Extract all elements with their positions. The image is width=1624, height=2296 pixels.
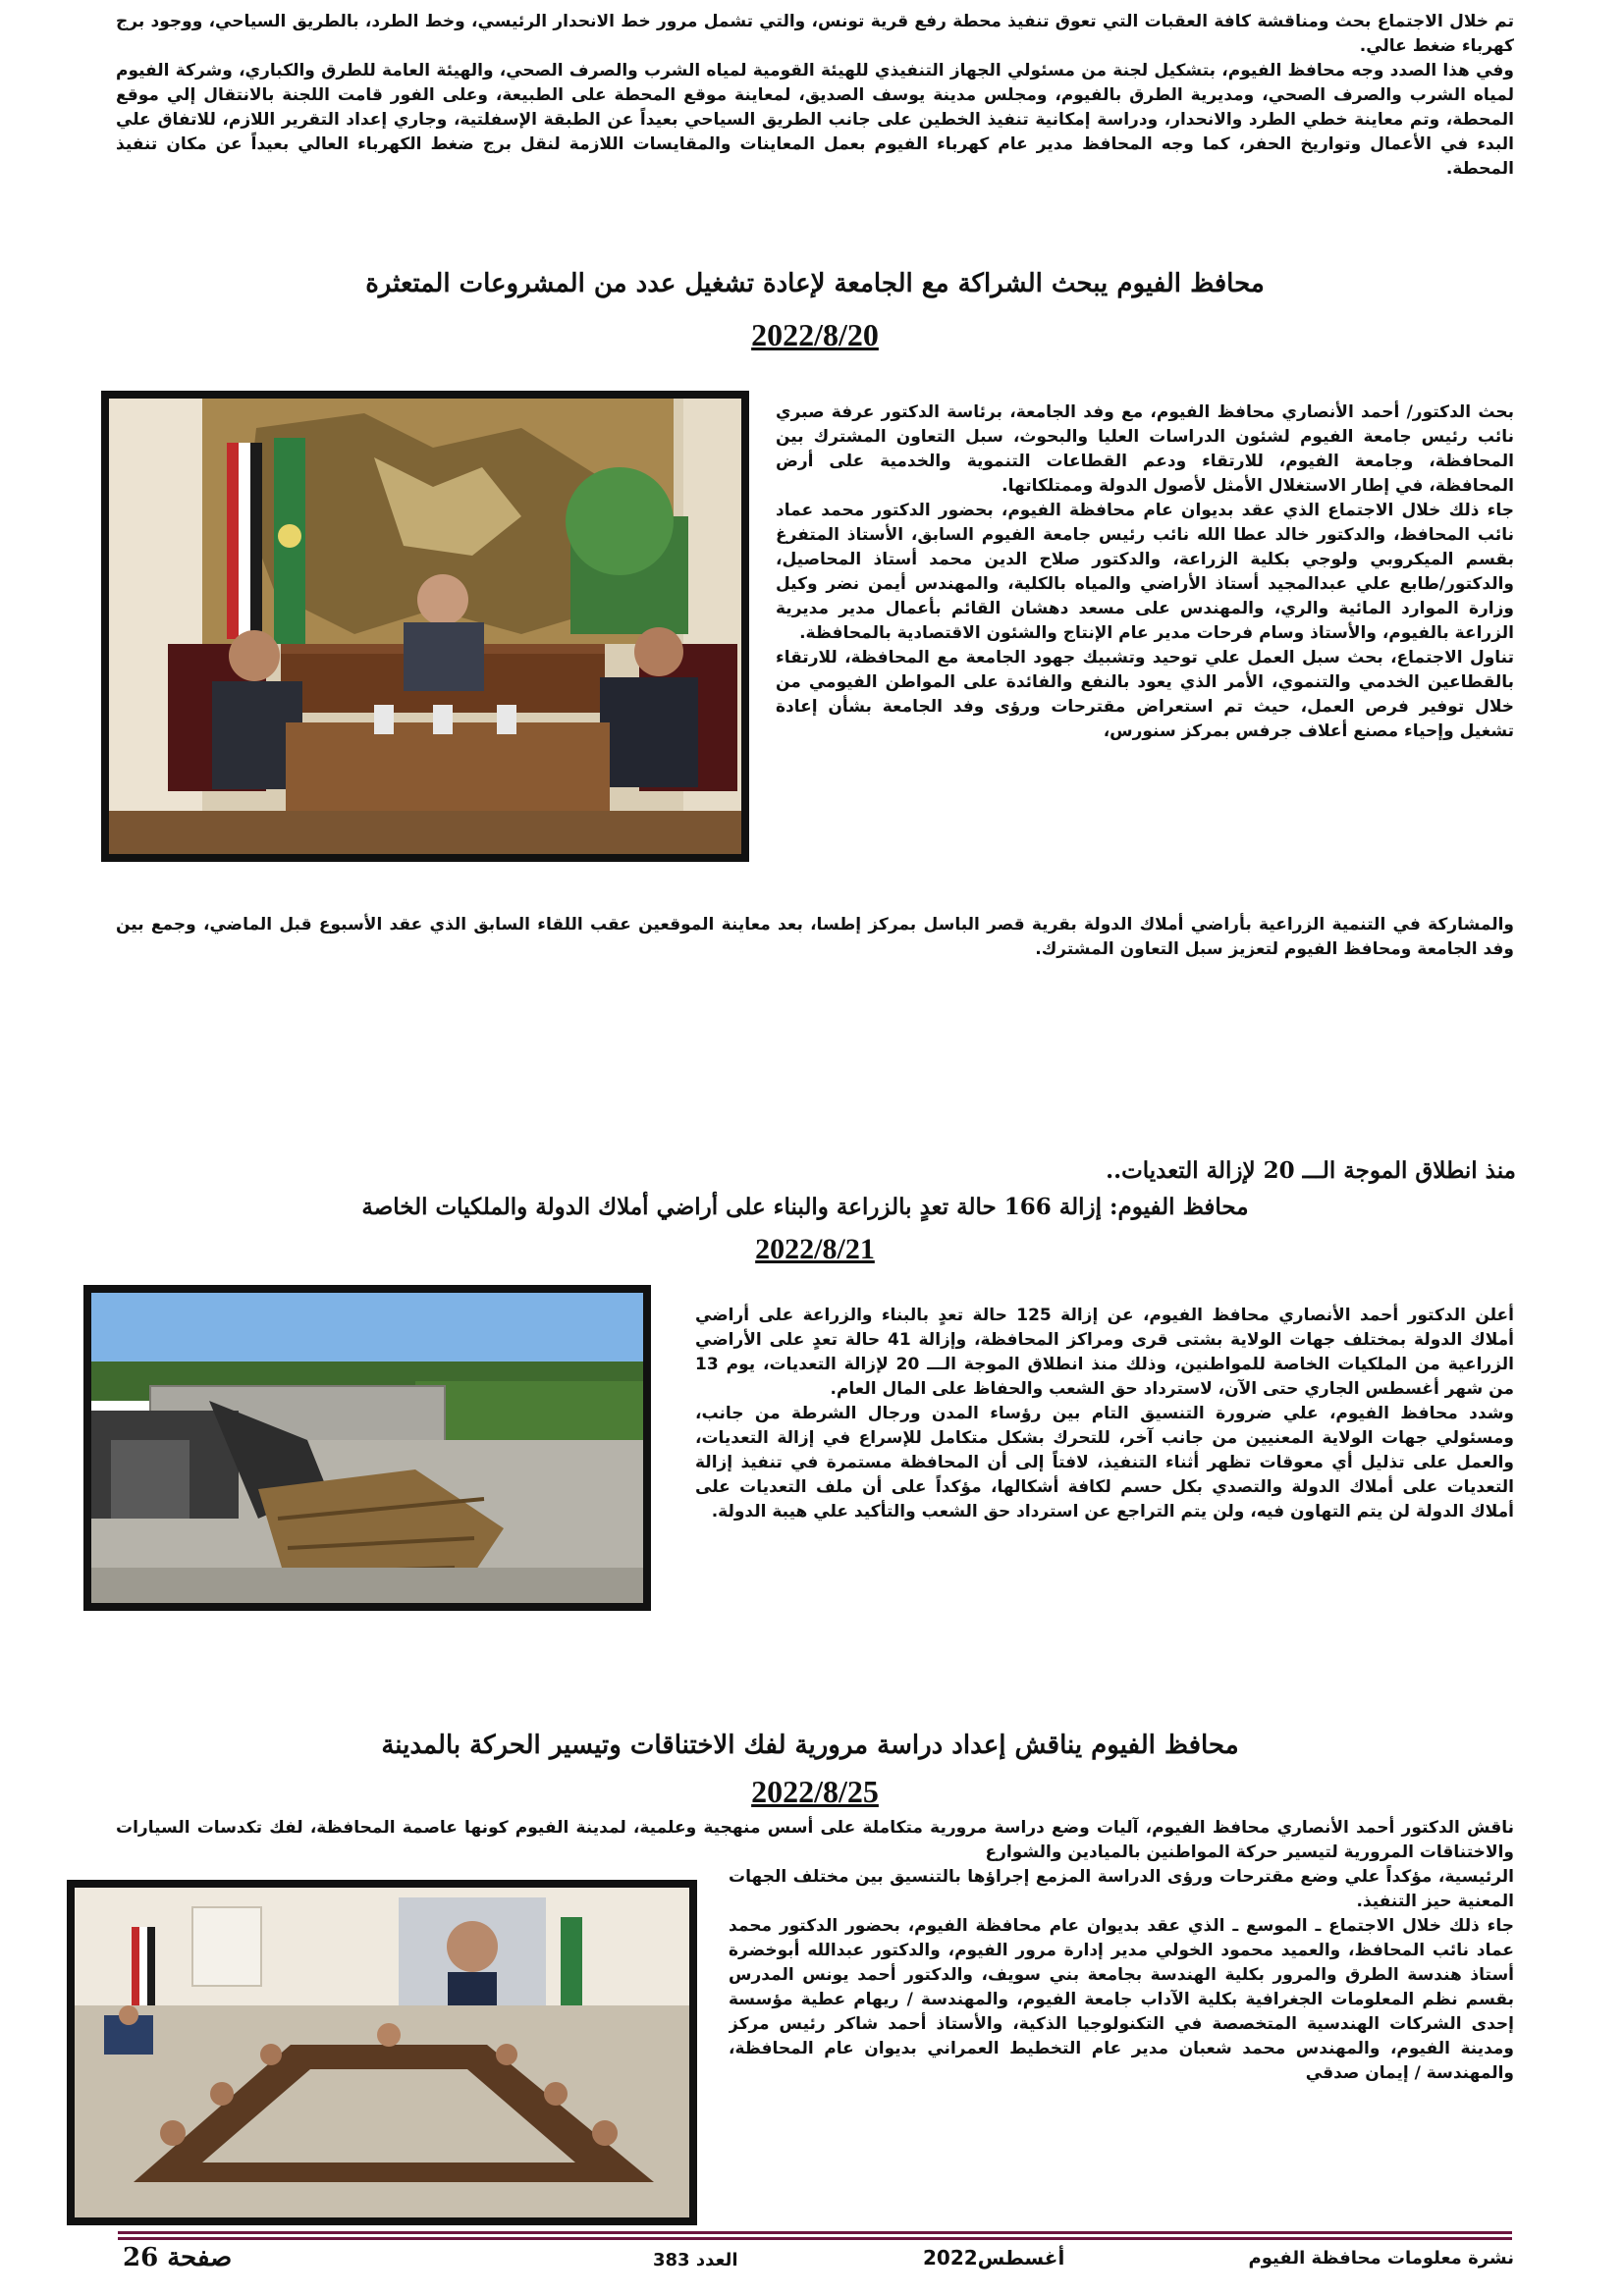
article1-continuation [116, 913, 1514, 964]
meeting-photo-1 [101, 391, 749, 862]
paragraph: وفي هذا الصدد وجه محافظ الفيوم، بتشكيل لجنة من مسئولي الجهاز التنفيذي للهيئة القومية لمياه الشرب والصرف الصحي، والهيئة العامة للطرق والكباري، وشركة الفيوم لمياه الشرب والصرف الصحي، ومديرية الطرق بالفيوم، ومجلس مدينة يوسف الصديق، لمعاينة موقع المحطة على الطبيعة، وعلى الفور قامت اللجنة بالانتقال إلي موقع المحطة، وتم معاينة خطي الطرد والانحدار، ودراسة إمكانية تنفيذ الخطين على جانب الطريق السياحي بعيداً عن الطبقة الإسفلتية، وجاري إعداد التقرير اللازم، للاتفاق علي البدء في الأعمال وتواريخ الحفر، كما وجه المحافظ مدير عام كهرباء الفيوم بعمل المعاينات والمقايسات اللازمة لنقل برج ضغط الكهرباء العالي بعيداً عن مكان تنفيذ المحطة. [116, 61, 1514, 179]
footer-issue: العدد 383 [653, 2250, 738, 2270]
paragraph: ناقش الدكتور أحمد الأنصاري محافظ الفيوم، آليات وضع دراسة مرورية متكاملة على أسس منهجية وعلمية، لمدينة الفيوم كونها عاصمة المحافظة، لفك تكدسات السيارات والاختناقات المرورية لتيسير حركة المواطنين بالميادين والشوارع [116, 1818, 1514, 1862]
article1-body [776, 400, 1514, 911]
top-article [116, 10, 1514, 228]
paragraph: جاء ذلك خلال الاجتماع الذي عقد بديوان عام محافظة الفيوم، بحضور الدكتور محمد عماد نائب المحافظ، والدكتور خالد عطا الله نائب رئيس جامعة الفيوم السابق، الأستاذ المتفرغ بقسم الميكروبي ولوجي بكلية الزراعة، والدكتور صلاح الدين محمد أستاذ المحاصيل، والدكتور/طابع علي عبدالمجيد أستاذ الأراضي والمياه بالكلية، والمهندس أيمن نضر وكيل وزارة الموارد المائية والري، والمهندس على مسعد دهشان القائم بأعمال مدير مديرية الزراعة بالفيوم، والأستاذ وسام فرحات مدير عام الإنتاج والشئون الاقتصادية بالمحافظة. [776, 501, 1514, 643]
article2-title: محافظ الفيوم: إزالة 166 حالة تعدٍ بالزراعة والبناء على أراضي أملاك الدولة والملكيات الخاصة [361, 1194, 1249, 1220]
meeting-photo-2 [67, 1880, 697, 2225]
paragraph: أعلن الدكتور أحمد الأنصاري محافظ الفيوم، عن إزالة 125 حالة تعدٍ بالبناء والزراعة على أراضي أملاك الدولة بمختلف جهات الولاية بشتى قرى ومراكز المحافظة، وإزالة 41 حالة تعدٍ على الأراضي الزراعية من الملكيات الخاصة للمواطنين، وذلك منذ انطلاق الموجة الـــ 20 لإزالة التعديات، يوم 13 من شهر أغسطس الجاري حتى الآن، لاسترداد حق الشعب والحفاظ على المال العام. [695, 1306, 1514, 1399]
footer-month: أغسطس2022 [923, 2246, 1065, 2269]
article3-date: 2022/8/25 [751, 1774, 879, 1809]
paragraph: تناول الاجتماع، بحث سبل العمل علي توحيد وتشبيك جهود الجامعة مع المحافظة، للارتقاء بالقطاعين الخدمي والتنموي، الأمر الذي يعود بالنفع والفائدة على المواطن الفيومي من خلال توفير فرص العمل، حيث تم استعراض مقترحات ورؤى وفد الجامعة بشأن إعادة تشغيل وإحياء مصنع أعلاف جرفس بمركز سنورس، [776, 648, 1514, 741]
article3-title: محافظ الفيوم يناقش إعداد دراسة مرورية لفك الاختناقات وتيسير الحركة بالمدينة [381, 1731, 1239, 1760]
paragraph: تم خلال الاجتماع بحث ومناقشة كافة العقبات التي تعوق تنفيذ محطة رفع قرية تونس، والتي تشمل مرور خط الانحدار الرئيسي، وخط الطرد، بالطريق السياحي، ووجود برج كهرباء ضغط عالي. [116, 12, 1514, 56]
footer-rule [118, 2231, 1512, 2234]
paragraph: والمشاركة في التنمية الزراعية بأراضي أملاك الدولة بقرية قصر الباسل بمركز إطسا، بعد معاينة الموقعين عقب اللقاء السابق الذي عقد الأسبوع قبل الماضي، وجمع بين وفد الجامعة ومحافظ الفيوم لتعزيز سبل التعاون المشترك. [116, 915, 1514, 959]
demolition-photo [83, 1285, 651, 1611]
article2-body [695, 1304, 1514, 1667]
article3-intro [116, 1816, 1514, 1867]
article1-date: 2022/8/20 [751, 317, 879, 352]
article2-date: 2022/8/21 [755, 1233, 875, 1265]
footer-rule [118, 2237, 1512, 2240]
paragraph: جاء ذلك خلال الاجتماع ـ الموسع ـ الذي عقد بديوان عام محافظة الفيوم، بحضور الدكتور محمد عماد نائب المحافظ، والعميد محمود الخولي مدير إدارة مرور الفيوم، والدكتور عبدالله أبوخضرة أستاذ هندسة الطرق والمرور بكلية الهندسة بجامعة بني سويف، والدكتور أحمد يونس المدرس بقسم نظم المعلومات الجغرافية بكلية الآداب جامعة الفيوم، والمهندسة / ريهام عطية مؤسسة إحدى الشركات الهندسية المتخصصة في التكنولوجيا الذكية، والأستاذ أحمد شاكر رئيس مركز ومدينة الفيوم، والمهندس محمد شعبان مدير عام التخطيط العمراني بديوان عام المحافظة، والمهندسة / إيمان صدقي [729, 1916, 1514, 2083]
footer-publication: نشرة معلومات محافظة الفيوم [1248, 2248, 1514, 2269]
paragraph: وشدد محافظ الفيوم، علي ضرورة التنسيق التام بين رؤساء المدن ورجال الشرطة من جانب، ومسئولي جهات الولاية المعنيين من جانب آخر، للتحرك بشكل متكامل للإسراع في إزالة التعديات، والعمل على تذليل أي معوقات تظهر أثناء التنفيذ، لافتاً إلى أن المحافظة مستمرة في تنفيذ إزالة التعديات على أملاك الدولة والتصدي بكل حسم لكافة أشكالها، مؤكداً على أن ملف التعديات على أملاك الدولة لن يتم التهاون فيه، ولن يتم التراجع عن استرداد حق الشعب والتأكيد علي هيبة الدولة. [695, 1404, 1514, 1522]
footer-page-number: صفحة 26 [123, 2243, 233, 2272]
article3-body [729, 1865, 1514, 2218]
paragraph: الرئيسية، مؤكداً علي وضع مقترحات ورؤى الدراسة المزمع إجراؤها بالتنسيق بين مختلف الجهات المعنية حيز التنفيذ. [729, 1867, 1514, 1911]
article1-title: محافظ الفيوم يبحث الشراكة مع الجامعة لإعادة تشغيل عدد من المشروعات المتعثرة [365, 269, 1265, 298]
article2-kicker: منذ انطلاق الموجة الـــ 20 لإزالة التعديات.. [1106, 1157, 1516, 1184]
paragraph: بحث الدكتور/ أحمد الأنصاري محافظ الفيوم، مع وفد الجامعة، برئاسة الدكتور عرفة صبري نائب رئيس جامعة الفيوم لشئون الدراسات العليا والبحوث، سبل التعاون المشترك بين المحافظة، وجامعة الفيوم، للارتقاء ودعم القطاعات التنموية والخدمية على أرض المحافظة، في إطار الاستغلال الأمثل لأصول الدولة وممتلكاتها. [776, 402, 1514, 496]
